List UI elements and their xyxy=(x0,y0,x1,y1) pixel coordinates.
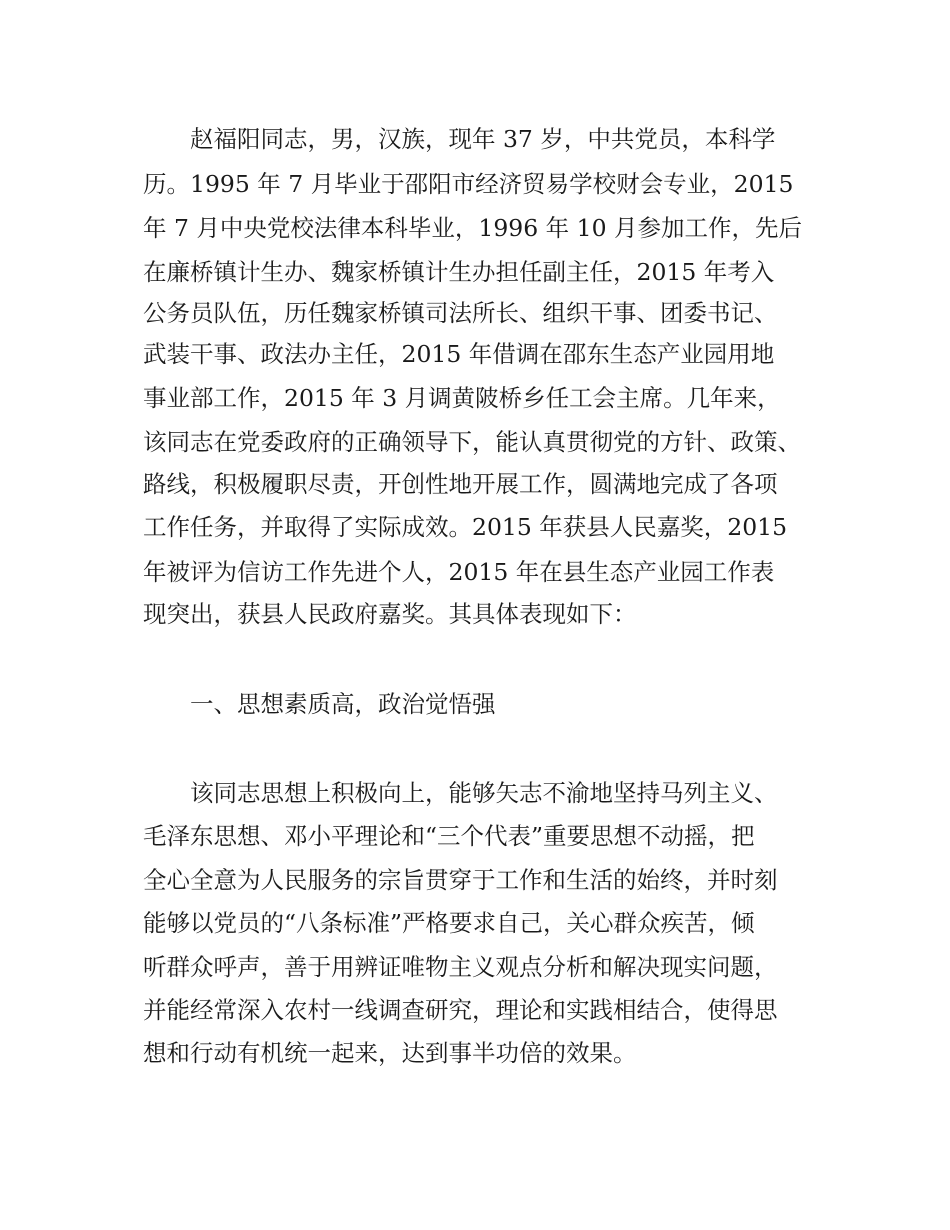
paragraph-1-line: 武装干事、政法办主任，2015 年借调在邵东生态产业园用地 xyxy=(143,340,775,368)
paragraph-2-line: 听群众呼声，善于用辨证唯物主义观点分析和解决现实问题， xyxy=(143,953,778,981)
paragraph-1-line: 年被评为信访工作先进个人，2015 年在县生态产业园工作表 xyxy=(143,558,775,586)
paragraph-2-line: 并能经常深入农村一线调查研究，理论和实践相结合，使得思 xyxy=(143,996,778,1024)
paragraph-1-line: 该同志在党委政府的正确领导下，能认真贯彻党的方针、政策、 xyxy=(143,428,801,456)
paragraph-1-line: 历。1995 年 7 月毕业于邵阳市经济贸易学校财会专业，2015 xyxy=(143,170,794,198)
paragraph-1-line: 事业部工作，2015 年 3 月调黄陂桥乡任工会主席。几年来， xyxy=(143,384,781,412)
paragraph-1-line: 路线，积极履职尽责，开创性地开展工作，圆满地完成了各项 xyxy=(143,470,778,498)
section-heading: 一、思想素质高，政治觉悟强 xyxy=(190,690,496,718)
paragraph-2-line: 该同志思想上积极向上，能够矢志不渝地坚持马列主义、 xyxy=(190,779,778,807)
paragraph-1-line: 在廉桥镇计生办、魏家桥镇计生办担任副主任，2015 年考入 xyxy=(143,258,775,286)
paragraph-1-line: 赵福阳同志，男，汉族，现年 37 岁，中共党员，本科学 xyxy=(190,125,776,153)
paragraph-1-line: 年 7 月中央党校法律本科毕业，1996 年 10 月参加工作，先后 xyxy=(143,214,803,242)
paragraph-2-line: 全心全意为人民服务的宗旨贯穿于工作和生活的始终，并时刻 xyxy=(143,866,778,894)
paragraph-1-line: 现突出，获县人民政府嘉奖。其具体表现如下： xyxy=(143,600,637,628)
paragraph-1-line: 公务员队伍，历任魏家桥镇司法所长、组织干事、团委书记、 xyxy=(143,299,778,327)
paragraph-1-line: 工作任务，并取得了实际成效。2015 年获县人民嘉奖，2015 xyxy=(143,513,788,541)
paragraph-2-line: 能够以党员的“八条标准”严格要求自己，关心群众疾苦，倾 xyxy=(143,909,755,937)
paragraph-2-line: 想和行动有机统一起来，达到事半功倍的效果。 xyxy=(143,1039,637,1067)
paragraph-2-line: 毛泽东思想、邓小平理论和“三个代表”重要思想不动摇，把 xyxy=(143,822,755,850)
